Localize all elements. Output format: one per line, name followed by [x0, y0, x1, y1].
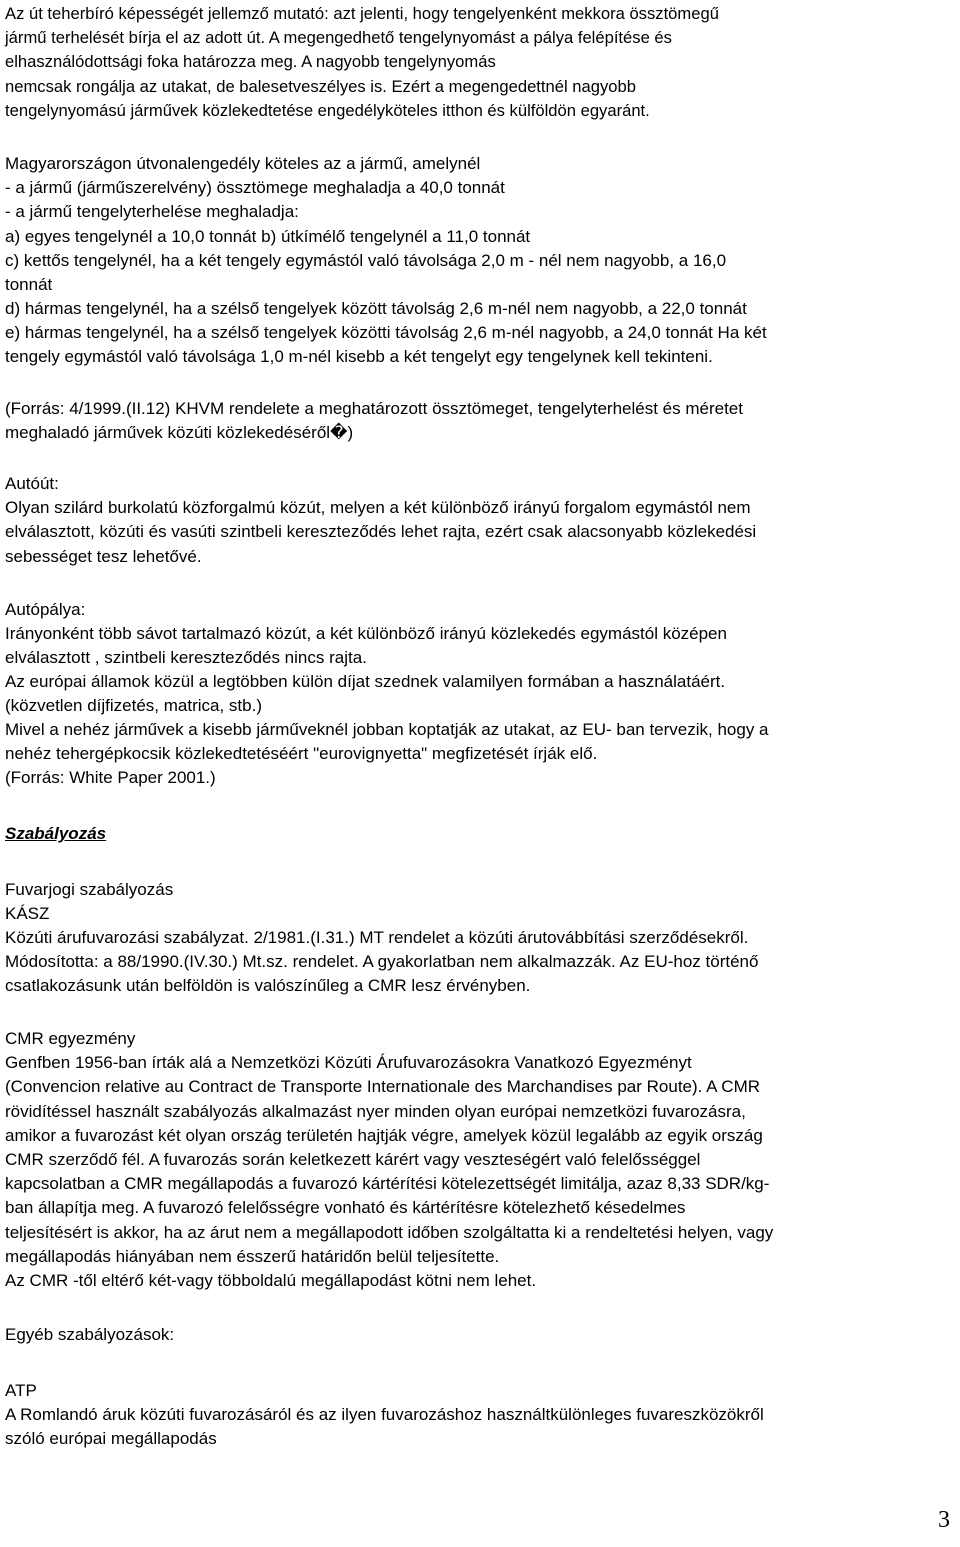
egyeb-title: Egyéb szabályozások:: [5, 1325, 175, 1344]
intro-line: nemcsak rongálja az utakat, de balesetveszélyes is. Ezért a megengedettnél nagyobb: [5, 77, 636, 96]
limits-line: - a jármű tengelyterhelése meghaladja:: [5, 202, 299, 221]
cmr-title: CMR egyezmény: [5, 1029, 136, 1048]
autopalya-line: Mivel a nehéz járművek a kisebb járműveknél jobban koptatják az utakat, az EU- ban tervezik, hogy a: [5, 720, 769, 739]
limits-line: d) hármas tengelynél, ha a szélső tengelyek között távolság 2,6 m-nél nem nagyobb, a 22,0 tonnát: [5, 299, 747, 318]
autout-title: Autóút:: [5, 474, 59, 493]
fuvarjog-line: Közúti árufuvarozási szabályzat. 2/1981.(I.31.) MT rendelet a közúti árutovábbítási szerződésekről.: [5, 928, 749, 947]
limits-line: c) kettős tengelynél, ha a két tengely egymástól való távolsága 2,0 m - nél nem nagyobb, a 16,0: [5, 251, 727, 270]
intro-line: jármű terhelését bírja el az adott út. A megengedhető tengelynyomást a pálya felépítése és: [5, 28, 672, 47]
section-heading: Szabályozás: [5, 824, 107, 843]
cmr-line: ban állapítja meg. A fuvarozó felelősségre vonható és kártérítésre kötelezhető késedelmes: [5, 1198, 686, 1217]
cmr-line: rövidítéssel használt szabályozás alkalmazást nyer minden olyan európai nemzetközi fuvarozásra,: [5, 1102, 746, 1121]
fuvarjog-title: Fuvarjogi szabályozás: [5, 880, 174, 899]
cmr-line: CMR szerződő fél. A fuvarozás során keletkezett kárért vagy veszteségért való felelősséggel: [5, 1150, 701, 1169]
autopalya-line: Irányonként több sávot tartalmazó közút, a két különböző irányú közlekedés egymástól középen: [5, 624, 727, 643]
atp-line: A Romlandó áruk közúti fuvarozásáról és az ilyen fuvarozáshoz használtkülönleges fuvareszközökről: [5, 1405, 764, 1424]
autopalya-line: (közvetlen díjfizetés, matrica, stb.): [5, 696, 262, 715]
limits-line: - a jármű (járműszerelvény) össztömege meghaladja a 40,0 tonnát: [5, 178, 505, 197]
cmr-line: teljesítésért is akkor, ha az árut nem a megállapodott időben szolgáltatta ki a rendeltetési helyen, vagy: [5, 1223, 774, 1242]
autopalya-line: (Forrás: White Paper 2001.): [5, 768, 216, 787]
autout-line: sebességet tesz lehetővé.: [5, 547, 202, 566]
limits-line: Magyarországon útvonalengedély köteles az a jármű, amelynél: [5, 154, 481, 173]
cmr-line: megállapodás hiányában nem ésszerű határidőn belül teljesítette.: [5, 1247, 500, 1266]
fuvarjog-line: csatlakozásunk után belföldön is valószínűleg a CMR lesz érvényben.: [5, 976, 531, 995]
intro-line: elhasználódottsági foka határozza meg. A nagyobb tengelynyomás: [5, 52, 496, 71]
atp-line: szóló európai megállapodás: [5, 1429, 217, 1448]
fuvarjog-line: KÁSZ: [5, 904, 50, 923]
autopalya-title: Autópálya:: [5, 600, 86, 619]
fuvarjog-line: Módosította: a 88/1990.(IV.30.) Mt.sz. rendelet. A gyakorlatban nem alkalmazzák. Az EU-hoz történő: [5, 952, 759, 971]
limits-line: a) egyes tengelynél a 10,0 tonnát b) útkímélő tengelynél a 11,0 tonnát: [5, 227, 531, 246]
intro-line: Az út teherbíró képességét jellemző mutató: azt jelenti, hogy tengelyenként mekkora össztömegű: [5, 4, 719, 23]
autopalya-line: nehéz tehergépkocsik közlekedtetéséért "eurovignyetta" megfizetését írják elő.: [5, 744, 598, 763]
autout-line: elválasztott, közúti és vasúti szintbeli kereszteződés lehet rajta, ezért csak alacsonyabb közlekedési: [5, 522, 757, 541]
source-line: (Forrás: 4/1999.(II.12) KHVM rendelete a meghatározott össztömeget, tengelyterhelést és méretet: [5, 399, 743, 418]
autout-line: Olyan szilárd burkolatú közforgalmú közút, melyen a két különböző irányú forgalom egymástól nem: [5, 498, 751, 517]
intro-line: tengelynyomású járművek közlekedtetése engedélyköteles itthon és külföldön egyaránt.: [5, 101, 650, 120]
cmr-line: Genfben 1956-ban írták alá a Nemzetközi Közúti Árufuvarozásokra Vanatkozó Egyezményt: [5, 1053, 692, 1072]
limits-line: tonnát: [5, 275, 53, 294]
page-number: 3: [938, 1507, 950, 1533]
limits-line: tengely egymástól való távolsága 1,0 m-nél kisebb a két tengelyt egy tengelynek kell tekinteni.: [5, 347, 713, 366]
cmr-line: (Convencion relative au Contract de Transporte Internationale des Marchandises par Route). A CMR: [5, 1077, 761, 1096]
source-line: meghaladó járművek közúti közlekedéséről�): [5, 423, 354, 442]
cmr-line: Az CMR -től eltérő két-vagy többoldalú megállapodást kötni nem lehet.: [5, 1271, 537, 1290]
cmr-line: kapcsolatban a CMR megállapodás a fuvarozó kártérítési kötelezettségét limitálja, azaz 8,33 SDR/kg-: [5, 1174, 770, 1193]
limits-line: e) hármas tengelynél, ha a szélső tengelyek közötti távolság 2,6 m-nél nagyobb, a 24,0 tonnát Ha két: [5, 323, 767, 342]
atp-title: ATP: [5, 1381, 37, 1400]
autopalya-line: Az európai államok közül a legtöbben külön díjat szednek valamilyen formában a használatáért.: [5, 672, 726, 691]
cmr-line: amikor a fuvarozást két olyan ország területén hajtják végre, amelyek közül legalább az egyik ország: [5, 1126, 763, 1145]
autopalya-line: elválasztott , szintbeli kereszteződés nincs rajta.: [5, 648, 367, 667]
document-page: [5, 0, 950, 1547]
